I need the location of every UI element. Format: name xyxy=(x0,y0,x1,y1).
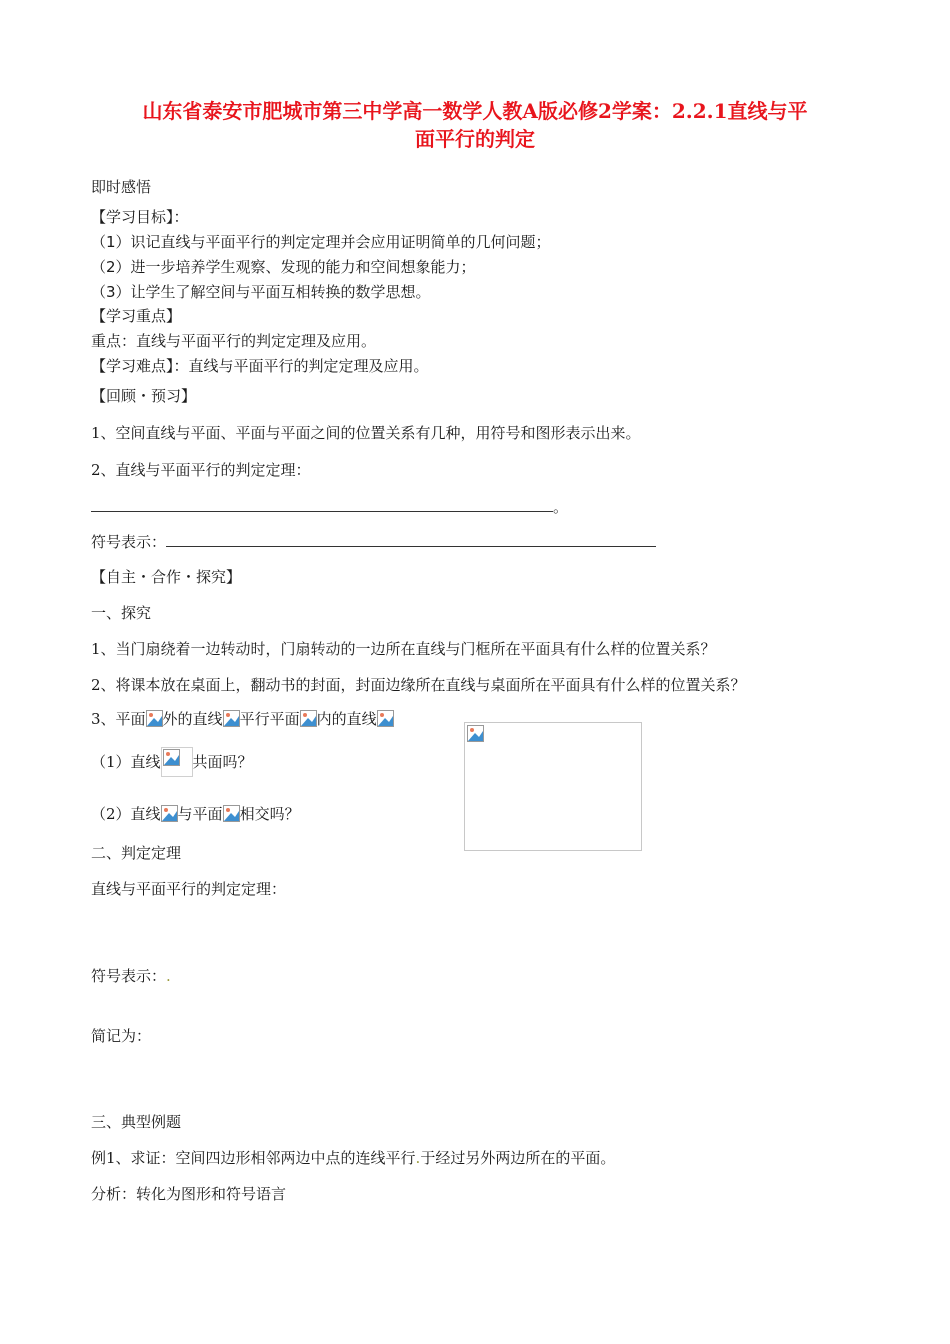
theorem-answer-line xyxy=(91,497,568,517)
sub1-part-2: 共面吗？ xyxy=(192,753,253,771)
review-question-1: 1、空间直线与平面、平面与平面之间的位置关系有几种，用符号和图形表示出来。 xyxy=(91,424,641,442)
title-line-1: 山东省泰安市肥城市第三中学高一数学人教A版必修2学案：2.2.1直线与平 xyxy=(142,99,808,123)
end-mark: 。 xyxy=(553,498,569,516)
document-title xyxy=(80,97,870,153)
example-1 xyxy=(91,1148,615,1168)
title-line-2: 面平行的判定 xyxy=(415,127,535,151)
review-heading: 【回顾・预习】 xyxy=(91,387,197,405)
review-symbol-line xyxy=(91,532,656,552)
example-1-part-b: 于经过另外两边所在的平面。 xyxy=(420,1149,616,1167)
explore-section-1: 一、探究 xyxy=(91,604,152,622)
broken-image-icon xyxy=(223,805,240,822)
sub2-part-1: （2）直线 xyxy=(91,805,161,823)
answer-blank xyxy=(91,497,553,512)
goal-item-3: （3）让学生了解空间与平面互相转换的数学思想。 xyxy=(91,283,431,301)
theorem-short-label: 简记为： xyxy=(91,1027,152,1045)
theorem-symbol-text: 符号表示： xyxy=(91,967,167,985)
difficulty-line xyxy=(91,356,429,376)
explore-question-2: 2、将课本放在桌面上，翻动书的封面，封面边缘所在直线与桌面所在平面具有什么样的位置关系？ xyxy=(91,676,746,694)
intro-text: 即时感悟 xyxy=(91,178,152,196)
example-1-part-a: 例1、求证：空间四边形相邻两边中点的连线平行 xyxy=(91,1149,416,1167)
goals-heading: 【学习目标】： xyxy=(91,208,189,226)
stray-dot: . xyxy=(166,967,171,985)
goal-item-1: （1）识记直线与平面平行的判定定理并会应用证明简单的几何问题； xyxy=(91,233,551,251)
difficulty-text: ：直线与平面平行的判定定理及应用。 xyxy=(173,357,429,375)
theorem-symbol-label xyxy=(91,966,171,986)
q3-part-2: 外的直线 xyxy=(162,710,223,728)
broken-image-icon xyxy=(161,805,178,822)
figure-placeholder xyxy=(464,722,642,851)
goal-item-2: （2）进一步培养学生观察、发现的能力和空间想象能力； xyxy=(91,258,476,276)
examples-heading: 三、典型例题 xyxy=(91,1113,182,1131)
sub2-part-2: 与平面 xyxy=(177,805,223,823)
q3-part-1: 3、平面 xyxy=(91,710,146,728)
symbol-blank xyxy=(166,532,656,547)
explore-sub-2 xyxy=(91,804,300,824)
example-analysis: 分析：转化为图形和符号语言 xyxy=(91,1185,287,1203)
explore-question-1: 1、当门扇绕着一边转动时，门扇转动的一边所在直线与门框所在平面具有什么样的位置关系？ xyxy=(91,640,716,658)
broken-image-icon xyxy=(300,710,317,727)
broken-image-icon xyxy=(146,710,163,727)
key-points-text: 重点：直线与平面平行的判定定理及应用。 xyxy=(91,332,377,350)
review-symbol-label: 符号表示： xyxy=(91,533,167,551)
broken-image-icon xyxy=(163,749,180,766)
broken-image-icon xyxy=(467,725,484,742)
key-points-heading: 【学习重点】 xyxy=(91,307,182,325)
broken-image-icon xyxy=(377,710,394,727)
review-question-2: 2、直线与平面平行的判定定理： xyxy=(91,461,311,479)
broken-image-icon xyxy=(223,710,240,727)
theorem-text: 直线与平面平行的判定定理： xyxy=(91,880,287,898)
explore-heading: 【自主・合作・探究】 xyxy=(91,568,242,586)
difficulty-heading: 【学习难点】 xyxy=(91,357,174,375)
theorem-heading: 二、判定定理 xyxy=(91,844,182,862)
image-placeholder xyxy=(161,747,193,777)
q3-part-4: 内的直线 xyxy=(316,710,377,728)
sub2-part-3: 相交吗？ xyxy=(239,805,300,823)
explore-question-3 xyxy=(91,709,394,729)
explore-sub-1 xyxy=(91,747,253,777)
stray-dot: . xyxy=(415,1149,421,1167)
q3-part-3: 平行平面 xyxy=(239,710,300,728)
sub1-part-1: （1）直线 xyxy=(91,753,161,771)
